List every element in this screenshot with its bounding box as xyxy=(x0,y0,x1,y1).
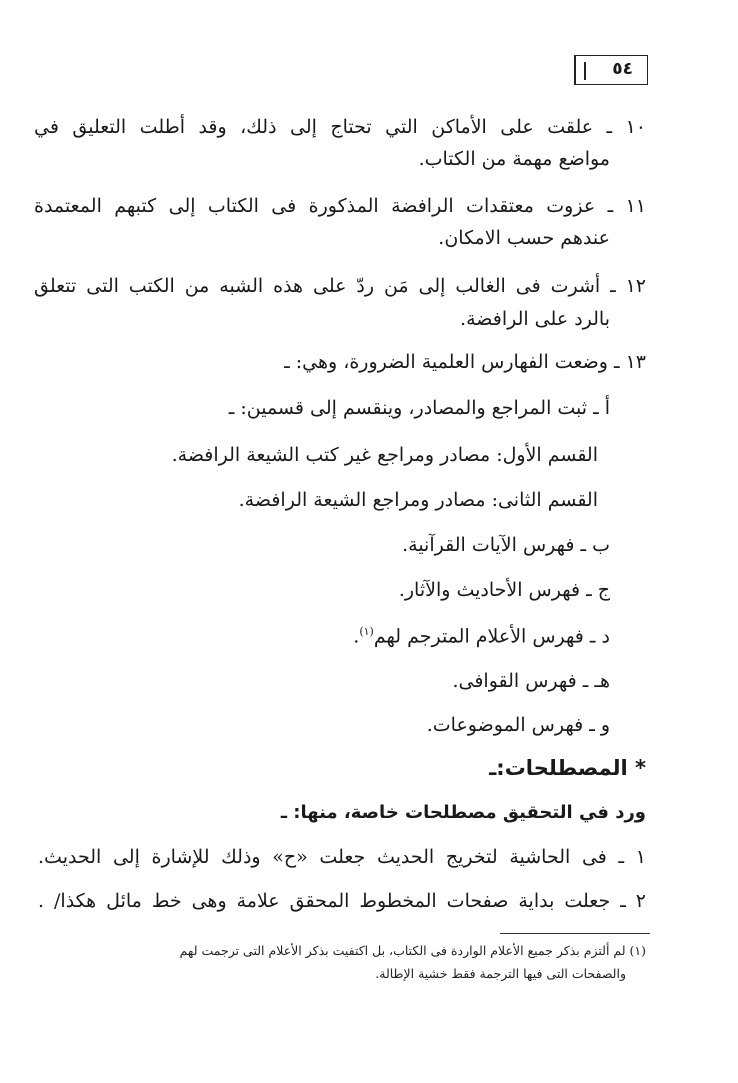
index-d-text: د ـ فهرس الأعلام المترجم لهم xyxy=(373,625,610,648)
item-10-line-2: مواضع مهمة من الكتاب. xyxy=(418,148,610,170)
item-13: ١٣ ـ وضعت الفهارس العلمية الضرورة، وهي: ـ xyxy=(284,351,646,373)
term-2: ٢ ـ جعلت بداية صفحات المخطوط المحقق علامة وهى خط مائل هكذا/ . xyxy=(38,890,646,912)
index-h: هـ ـ فهرس القوافى. xyxy=(452,670,610,692)
section-2: القسم الثانى: مصادر ومراجع الشيعة الرافضة. xyxy=(238,489,598,511)
item-11-line-2: عندهم حسب الامكان. xyxy=(438,227,610,249)
item-10-line-1: ١٠ ـ علقت على الأماكن التي تحتاج إلى ذلك، وقد أطلت التعليق في xyxy=(34,116,646,138)
index-b: ب ـ فهرس الآيات القرآنية. xyxy=(402,534,610,556)
footnote-line-1: (١) لم ألتزم بذكر جميع الأعلام الواردة فى الكتاب، بل اكتفيت بذكر الأعلام التى ترجمت لهم xyxy=(179,943,646,958)
page-number: ٥٤ xyxy=(612,59,633,79)
item-12-line-2: بالرد على الرافضة. xyxy=(460,308,610,330)
term-1: ١ ـ فى الحاشية لتخريج الحديث جعلت «ح» وذلك للإشارة إلى الحديث. xyxy=(38,846,646,868)
index-c: ج ـ فهرس الأحاديث والآثار. xyxy=(398,579,610,601)
index-a: أ ـ ثبت المراجع والمصادر، وينقسم إلى قسمين: ـ xyxy=(228,397,610,419)
footnote-line-2: والصفحات التى فيها الترجمة فقط خشية الإطالة. xyxy=(375,966,626,981)
page-number-bar xyxy=(584,62,586,80)
index-d xyxy=(353,626,610,646)
terms-heading: * المصطلحات:ـ xyxy=(489,756,646,780)
index-d-end: . xyxy=(353,625,360,648)
section-1: القسم الأول: مصادر ومراجع غير كتب الشيعة الرافضة. xyxy=(171,444,598,466)
item-11-line-1: ١١ ـ عزوت معتقدات الرافضة المذكورة فى الكتاب إلى كتبهم المعتمدة xyxy=(34,195,646,217)
footnote-separator xyxy=(500,933,650,934)
footnote-ref[interactable]: (١) xyxy=(359,625,374,638)
terms-intro: ورد في التحقيق مصطلحات خاصة، منها: ـ xyxy=(280,802,646,823)
index-w: و ـ فهرس الموضوعات. xyxy=(426,714,610,736)
item-12-line-1: ١٢ ـ أشرت فى الغالب إلى مَن ردّ على هذه الشبه من الكتب التى تتعلق xyxy=(34,275,646,297)
page-number-box xyxy=(574,55,648,85)
